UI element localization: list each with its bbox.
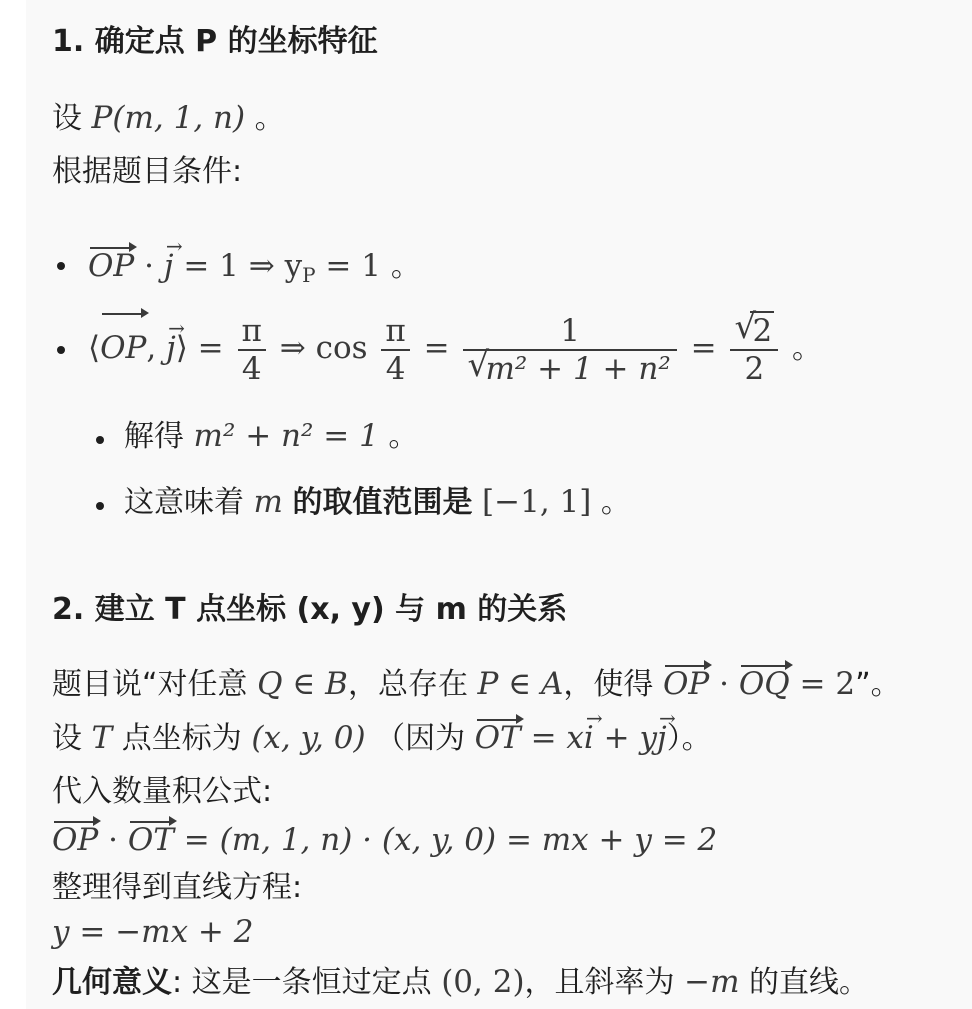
geo-text-c: 的直线。 [749, 965, 870, 1000]
simplify-label: 整理得到直线方程: [52, 870, 303, 905]
bullet-dot-product [88, 246, 421, 287]
vector-op: OP [662, 666, 710, 702]
geo-text-a: : 这是一条恒过定点 [172, 965, 432, 1000]
formula-rhs: = (m, 1, n) · (x, y, 0) = mx + y = 2 [173, 822, 718, 858]
solve-suffix: 。 [388, 419, 419, 454]
line2-text-d: ）。 [666, 721, 712, 756]
dot-operator: · [108, 822, 118, 858]
bullet1-sub: P [302, 263, 316, 287]
vector-op: OP [52, 822, 99, 858]
line2-text-b: 点坐标为 [121, 721, 242, 756]
t-coordinate-line [52, 718, 712, 759]
geo-text-b: ，且斜率为 [524, 965, 675, 1000]
fixed-point: (0, 2) [441, 964, 525, 1000]
fraction-pi-over-4: $\frac{\pi}{4}$ [381, 313, 409, 387]
set-point-line [52, 98, 285, 139]
line2-eq1: = x [520, 720, 584, 756]
vector-oq: OQ [738, 666, 790, 702]
fraction-one-over-sqrt: 1 √ m² + 1 + n² [463, 313, 676, 387]
line2-eq2: + y [593, 720, 658, 756]
vector-ot: OT [127, 822, 174, 858]
set-prefix: 设 [52, 101, 82, 136]
set-suffix: 。 [254, 101, 285, 136]
sub-bullet-range [124, 482, 631, 523]
bullet2-suffix: 。 [792, 331, 823, 366]
line2-text-a: 设 [52, 721, 82, 756]
dot-operator: · [144, 248, 154, 284]
implies-cos: ⇒ cos [279, 330, 368, 366]
range-bold: 的取值范围是 [292, 485, 473, 520]
problem-statement-line [52, 664, 901, 705]
dot-product-formula [52, 820, 717, 861]
vector-j: j → [657, 718, 667, 758]
bullet-dot [96, 502, 104, 510]
angle-open: ⟨ [88, 330, 101, 366]
solve-expr: m² + n² = 1 [193, 418, 379, 454]
sub-bullet-solve [124, 416, 418, 457]
bullet1-tail: = 1 [315, 248, 381, 284]
bullet-dot [57, 262, 65, 270]
bullet-dot [57, 346, 65, 354]
line1-text-b: ，总存在 [347, 667, 468, 702]
vector-j: j → [164, 246, 174, 286]
line1-eq: = 2 [789, 666, 856, 702]
vector-op: OP [100, 312, 146, 384]
bullet-dot [96, 436, 104, 444]
left-margin [0, 0, 26, 1009]
fraction-sqrt2-over-2: √ 2 2 [730, 313, 778, 387]
vector-i: i → [584, 718, 594, 758]
line1-text-a: 题目说“对任意 [52, 667, 248, 702]
q-in-b: Q ∈ B [257, 666, 348, 702]
geo-bold: 几何意义 [52, 965, 172, 1000]
section1-heading: 1. 确定点 P 的坐标特征 [52, 24, 378, 59]
range-var: m [253, 484, 283, 520]
fraction-pi-over-4: $\frac{\pi}{4}$ [238, 313, 266, 387]
p-in-a: P ∈ A [477, 666, 564, 702]
line1-text-c: ，使得 [563, 667, 654, 702]
range-expr: [−1, 1] [482, 484, 592, 520]
range-suffix: 。 [600, 485, 631, 520]
condition-label: 根据题目条件: [52, 154, 243, 189]
point-p-expr: P(m, 1, n) [91, 100, 246, 136]
formula-label: 代入数量积公式: [52, 774, 273, 809]
section2-heading: 2. 建立 T 点坐标 (x, y) 与 m 的关系 [52, 592, 568, 627]
t-coords: (x, y, 0) [251, 720, 366, 756]
bullet1-rhs: = 1 ⇒ y [173, 248, 303, 284]
line-equation: y = −mx + 2 [52, 914, 254, 950]
geometric-meaning [52, 962, 869, 1003]
slope: −m [684, 964, 740, 1000]
line1-text-d: ”。 [855, 667, 901, 702]
bullet-angle: ⟨OP, j →⟩ = $\frac{\pi}{4}$ ⇒ cos $\frac{\pi}{4}$ = 1 √ m² + 1 + n² = √ 2 2 。 [88, 312, 822, 387]
vector-op: OP [88, 248, 135, 284]
vector-j: j → [166, 312, 176, 384]
line2-text-c: （因为 [375, 721, 466, 756]
point-t: T [91, 720, 113, 756]
solve-text: 解得 [124, 419, 184, 454]
bullet1-suffix: 。 [390, 249, 421, 284]
angle-close: ⟩ = [175, 330, 224, 366]
vector-ot: OT [474, 720, 521, 756]
dot-operator: · [719, 666, 729, 702]
range-text: 这意味着 [124, 485, 244, 520]
